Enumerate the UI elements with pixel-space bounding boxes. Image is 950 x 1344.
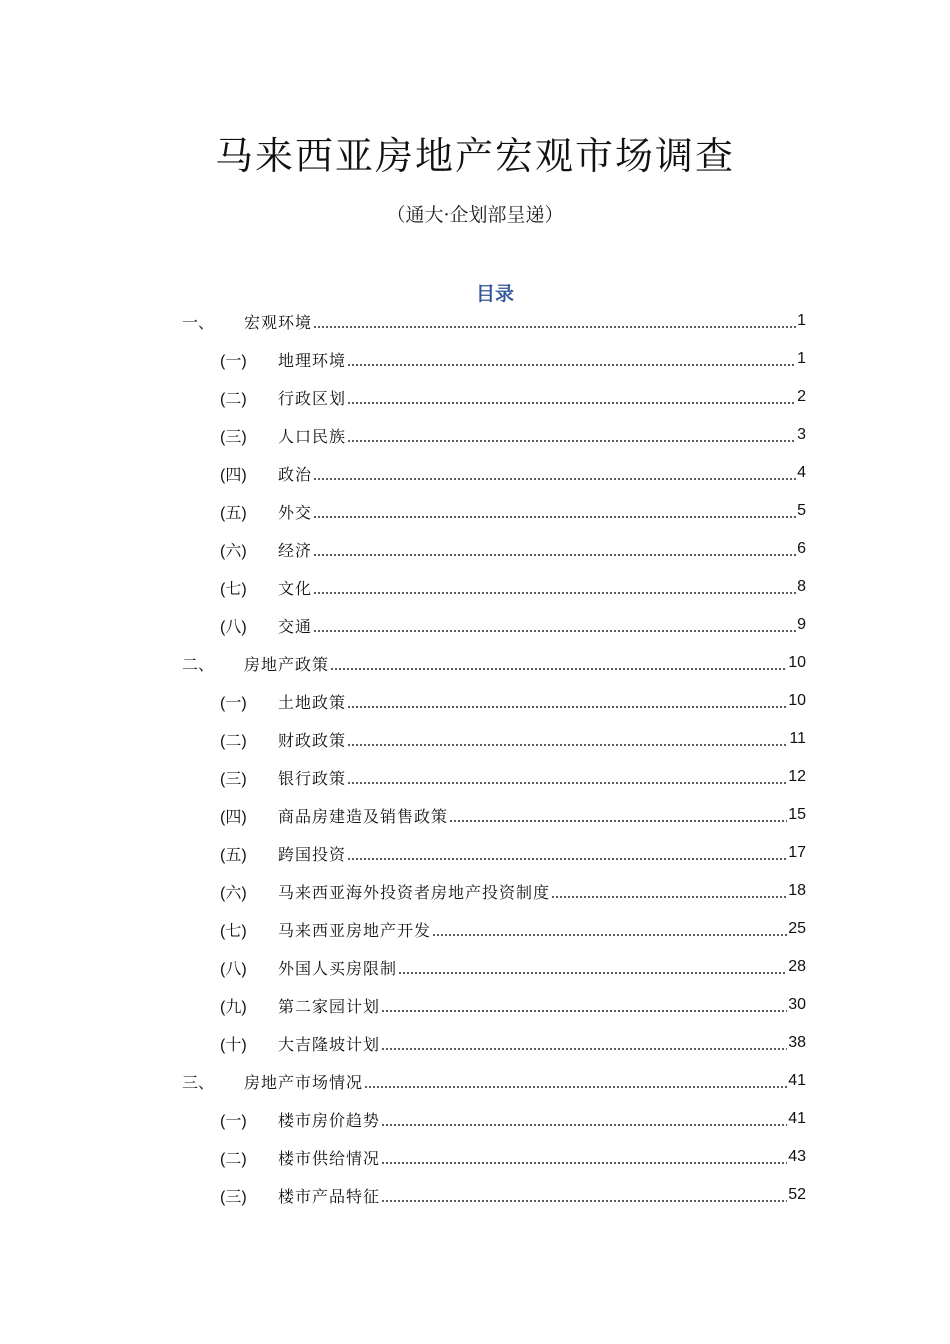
toc-subsection-entry[interactable] [220, 606, 806, 644]
toc-entry-title: 政治 [278, 464, 313, 484]
toc-entry-page-number: 1 [797, 312, 806, 329]
toc-entry-number: (十) [220, 1036, 247, 1054]
toc-dot-leader [347, 769, 787, 785]
toc-entry-number: (一) [220, 352, 247, 370]
toc-dot-leader [347, 731, 788, 747]
toc-entry-page-number: 15 [788, 806, 806, 823]
toc-subsection-entry[interactable] [220, 530, 806, 568]
toc-entry-title: 马来西亚房地产开发 [278, 920, 432, 940]
toc-entry-number: 二、 [182, 654, 215, 674]
toc-entry-title: 外国人买房限制 [278, 958, 398, 978]
toc-entry-title: 文化 [278, 578, 313, 598]
toc-dot-leader [313, 541, 796, 557]
toc-entry-number: (四) [220, 466, 247, 484]
toc-entry-title: 第二家园计划 [278, 996, 381, 1016]
toc-entry-number: (六) [220, 884, 247, 902]
toc-entry-page-number: 38 [788, 1034, 806, 1051]
toc-entry-page-number: 8 [797, 578, 806, 595]
toc-dot-leader [449, 807, 787, 823]
toc-entry-page-number: 5 [797, 502, 806, 519]
toc-section-entry[interactable] [182, 644, 806, 682]
toc-subsection-entry[interactable] [220, 796, 806, 834]
toc-entry-page-number: 11 [789, 730, 806, 747]
toc-entry-number: (七) [220, 922, 247, 940]
toc-entry-title: 土地政策 [278, 692, 347, 712]
toc-entry-number: (五) [220, 504, 247, 522]
toc-dot-leader [381, 1035, 787, 1051]
toc-subsection-entry[interactable] [220, 986, 806, 1024]
toc-subsection-entry[interactable] [220, 1024, 806, 1062]
toc-subsection-entry[interactable] [220, 872, 806, 910]
toc-entry-page-number: 41 [788, 1110, 806, 1127]
toc-subsection-entry[interactable] [220, 454, 806, 492]
toc-entry-title: 跨国投资 [278, 844, 347, 864]
toc-entry-title: 楼市房价趋势 [278, 1110, 381, 1130]
toc-dot-leader [347, 351, 796, 367]
toc-subsection-entry[interactable] [220, 910, 806, 948]
toc-dot-leader [381, 1111, 787, 1127]
toc-section-entry[interactable] [182, 302, 806, 340]
toc-entry-page-number: 25 [788, 920, 806, 937]
toc-dot-leader [313, 617, 796, 633]
toc-entry-number: (七) [220, 580, 247, 598]
toc-entry-title: 交通 [278, 616, 313, 636]
toc-entry-number: (八) [220, 618, 247, 636]
toc-entry-number: (一) [220, 1112, 247, 1130]
toc-subsection-entry[interactable] [220, 948, 806, 986]
toc-entry-title: 宏观环境 [244, 312, 313, 332]
toc-subsection-entry[interactable] [220, 682, 806, 720]
toc-entry-number: (六) [220, 542, 247, 560]
toc-entry-page-number: 9 [797, 616, 806, 633]
toc-dot-leader [330, 655, 787, 671]
toc-entry-page-number: 2 [797, 388, 806, 405]
toc-entry-page-number: 52 [788, 1186, 806, 1203]
toc-entry-number: (二) [220, 732, 247, 750]
toc-entry-number: (四) [220, 808, 247, 826]
toc-subsection-entry[interactable] [220, 834, 806, 872]
toc-entry-number: (三) [220, 770, 247, 788]
toc-subsection-entry[interactable] [220, 758, 806, 796]
toc-entry-title: 大吉隆坡计划 [278, 1034, 381, 1054]
toc-entry-title: 商品房建造及销售政策 [278, 806, 449, 826]
toc-entry-title: 经济 [278, 540, 313, 560]
toc-entry-page-number: 1 [797, 350, 806, 367]
toc-entry-page-number: 43 [788, 1148, 806, 1165]
document-title: 马来西亚房地产宏观市场调查 [214, 134, 735, 178]
toc-entry-page-number: 30 [788, 996, 806, 1013]
toc-entry-title: 楼市供给情况 [278, 1148, 381, 1168]
toc-subsection-entry[interactable] [220, 568, 806, 606]
toc-subsection-entry[interactable] [220, 1176, 806, 1214]
toc-entry-page-number: 28 [788, 958, 806, 975]
toc-entry-page-number: 4 [797, 464, 806, 481]
toc-section-entry[interactable] [182, 1062, 806, 1100]
toc-dot-leader [347, 693, 787, 709]
toc-entry-title: 行政区划 [278, 388, 347, 408]
toc-entry-number: (八) [220, 960, 247, 978]
toc-entry-page-number: 17 [788, 844, 806, 861]
toc-dot-leader [313, 465, 796, 481]
toc-dot-leader [381, 1149, 787, 1165]
toc-entry-page-number: 41 [788, 1072, 806, 1089]
toc-entry-title: 地理环境 [278, 350, 347, 370]
toc-heading: 目录 [475, 283, 514, 305]
toc-entry-title: 楼市产品特征 [278, 1186, 381, 1206]
toc-entry-page-number: 18 [788, 882, 806, 899]
toc-subsection-entry[interactable] [220, 720, 806, 758]
toc-subsection-entry[interactable] [220, 1138, 806, 1176]
toc-dot-leader [347, 389, 796, 405]
toc-subsection-entry[interactable] [220, 340, 806, 378]
toc-entry-number: (九) [220, 998, 247, 1016]
toc-entry-title: 银行政策 [278, 768, 347, 788]
toc-subsection-entry[interactable] [220, 1100, 806, 1138]
toc-entry-page-number: 3 [797, 426, 806, 443]
toc-entry-number: (三) [220, 428, 247, 446]
toc-dot-leader [364, 1073, 787, 1089]
toc-entry-number: (三) [220, 1188, 247, 1206]
toc-entry-number: (五) [220, 846, 247, 864]
toc-entry-page-number: 12 [788, 768, 806, 785]
toc-dot-leader [313, 503, 796, 519]
toc-dot-leader [381, 997, 787, 1013]
toc-subsection-entry[interactable] [220, 378, 806, 416]
document-subtitle: （通大·企划部呈递） [386, 204, 564, 226]
toc-entry-number: 一、 [182, 312, 215, 332]
toc-entry-page-number: 6 [797, 540, 806, 557]
toc-entry-title: 人口民族 [278, 426, 347, 446]
toc-dot-leader [347, 427, 796, 443]
toc-dot-leader [432, 921, 787, 937]
toc-dot-leader [398, 959, 787, 975]
toc-entry-number: (二) [220, 390, 247, 408]
toc-dot-leader [347, 845, 787, 861]
toc-dot-leader [313, 579, 796, 595]
toc-entry-page-number: 10 [788, 692, 806, 709]
toc-dot-leader [381, 1187, 787, 1203]
toc-entry-title: 外交 [278, 502, 313, 522]
toc-dot-leader [313, 313, 796, 329]
toc-entry-title: 房地产政策 [244, 654, 330, 674]
toc-entry-title: 房地产市场情况 [244, 1072, 364, 1092]
toc-entry-page-number: 10 [788, 654, 806, 671]
toc-dot-leader [551, 883, 787, 899]
toc-entry-number: 三、 [182, 1072, 215, 1092]
toc-subsection-entry[interactable] [220, 416, 806, 454]
toc-subsection-entry[interactable] [220, 492, 806, 530]
toc-entry-title: 马来西亚海外投资者房地产投资制度 [278, 882, 551, 902]
toc-entry-number: (二) [220, 1150, 247, 1168]
toc-entry-number: (一) [220, 694, 247, 712]
toc-entry-title: 财政政策 [278, 730, 347, 750]
